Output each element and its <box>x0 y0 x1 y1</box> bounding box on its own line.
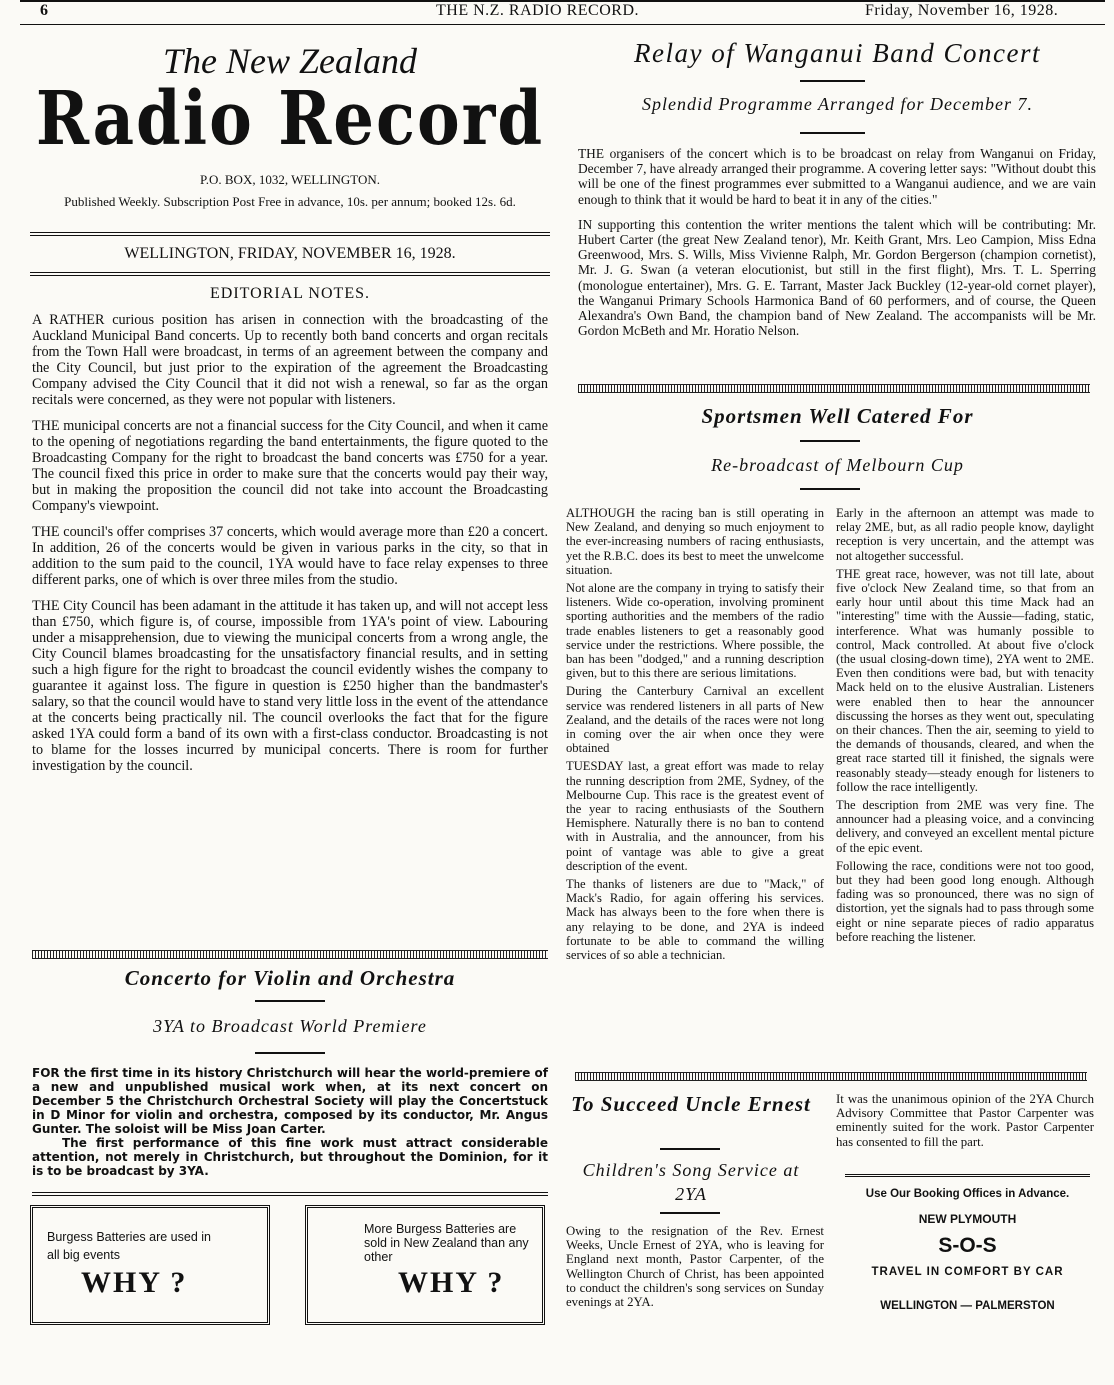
concerto-subtitle: 3YA to Broadcast World Premiere <box>153 1016 427 1036</box>
travel-line4: TRAVEL IN COMFORT BY CAR <box>871 1266 1064 1278</box>
wanganui-paragraph: IN supporting this contention the writer mentions the talent which will be contributing: Mr. Hubert Carter (the great New Zealand tenor), Mr. Keith Grant, Mrs. Leo Campion, Miss Edna Greenwood, Mrs. S. Wills, Miss Vivienne Ralph, Mr. Gordon Bergerson (champion cornetist), Mr. J. G. Swan (a veteran elocutionist, but still in the first flight), Mrs. T. L. Sperring (monologue entertainer), Mrs. G. E. Tarrant, Master Jack Buckley (12-year-old cornet player), the Wanganui Primary Schools Harmonica Band of 60 performers, and of course, the Queen Alexandra's Own Band, the champion band of New Zealand. The accompanists will be Mr. Gordon McBeth and Mr. Horatio Nelson. <box>578 216 1096 339</box>
wanganui-paragraph: THE organisers of the concert which is to be broadcast on relay from Wanganui on Friday, December 7, have already arranged their programme. A covering letter says: "Without doubt this will be one of the finest programmes ever submitted to a Wanganui audience, and we are vain enough to think that it would be hard to beat it in any of the cities." <box>578 146 1096 207</box>
page-number: 6 <box>40 2 49 19</box>
travel-line2: NEW PLYMOUTH <box>918 1212 1017 1226</box>
burgess-ad-left <box>30 1205 270 1325</box>
sportsmen-paragraph: The thanks of listeners are due to "Mack," of Mack's Radio, for again offering his services. Mack has always been to the fore when there is any relaying to be done, and 2YA is indeed fortunate to be able to command the willing services of so able a technician. <box>566 877 824 963</box>
dateline: WELLINGTON, FRIDAY, NOVEMBER 16, 1928. <box>124 245 456 262</box>
masthead-rule-bottom <box>30 272 550 276</box>
travel-line3: S-O-S <box>938 1234 997 1257</box>
concerto-title: Concerto for Violin and Orchestra <box>124 966 456 990</box>
sportsmen-paragraph: Following the race, conditions were not too good, but they had been good long enough. Although fading was so pronounced, there was no sign of distortion, yet the signals had to pass through some eight or nine separate pieces of radio apparatus before reaching the listener. <box>836 858 1094 944</box>
editorial-body <box>32 312 548 784</box>
sportsmen-paragraph: ALTHOUGH the racing ban is still operating in New Zealand, and denying so much enjoyment to the ever-increasing numbers of racing enthusiasts, yet the R.B.C. does its best to meet the unwelcome situation. <box>566 506 824 577</box>
sportsmen-column-2 <box>836 506 1094 948</box>
sportsmen-title: Sportsmen Well Catered For <box>701 404 974 428</box>
concerto-short-rule-2 <box>255 1052 325 1054</box>
travel-line1: Use Our Booking Offices in Advance. <box>865 1188 1070 1200</box>
travel-top-rule <box>845 1174 1090 1177</box>
concerto-short-rule <box>255 1000 325 1002</box>
wanganui-body <box>578 146 1096 348</box>
sportsmen-paragraph: The description from 2ME was very fine. The announcer had a pleasing voice, and a convincing delivery, and conveyed an excellent mental picture of the epic event. <box>836 798 1094 855</box>
editorial-paragraph: A RATHER curious position has arisen in connection with the broadcasting of the Auckland Municipal Band concerts. Up to recently both band concerts and organ recitals from the Town Hall were broadcast, in terms of an agreement between the company and the City Council, but just prior to the expiration of the agreement the Broadcasting Company advised the City Council that it did not wish a renewal, so far as the organ recitals were concerned, as they were not popular with listeners. <box>32 312 548 408</box>
concerto-paragraph: FOR the first time in its history Christchurch will hear the world-premiere of a new and unpublished musical work when, at its next concert on December 5 the Christchurch Orchestral Society will play the Concertstuck in D Minor for violin and orchestra, composed by its conductor, Mr. Angus Gunter. The soloist will be Miss Joan Carter. <box>32 1066 548 1136</box>
editorial-paragraph: THE council's offer comprises 37 concerts, which would average more than £20 a concert. In addition, 26 of the concerts would be given in various parks in the city, so that in addition to the sum paid to the council, 1YA would have to face relay expenses to three different parks, one of which is over three miles from the studio. <box>32 524 548 588</box>
travel-line5: WELLINGTON — PALMERSTON <box>880 1300 1055 1312</box>
sportsmen-paragraph: Early in the afternoon an attempt was made to relay 2ME, but, as all radio people know, daylight reception is very uncertain, and the attempt was not altogether successful. <box>836 506 1094 563</box>
burgess-ad-right-text: More Burgess Batteries are sold in New Zealand than any other <box>364 1222 529 1264</box>
sportsmen-column-1 <box>566 506 824 966</box>
sportsmen-short-rule-2 <box>800 488 860 490</box>
masthead-line1: The New Zealand <box>162 41 417 81</box>
uncle-column-2: It was the unanimous opinion of the 2YA Church Advisory Committee that Pastor Carpenter was eminently suited for the work. Pastor Carpenter has consented to fill the part. <box>836 1092 1094 1149</box>
concerto-paragraph: The first performance of this fine work must attract considerable attention, not merely in Christchurch, but throughout the Dominion, for it is to be broadcast by 3YA. <box>32 1136 548 1178</box>
masthead-subscription: Published Weekly. Subscription Post Free in advance, 10s. per annum; booked 12s. 6d. <box>64 194 516 209</box>
issue-date: Friday, November 16, 1928. <box>865 2 1059 19</box>
uncle-divider <box>575 1072 1087 1081</box>
editorial-paragraph: THE municipal concerts are not a financial success for the City Council, and when it came to the opening of negotiations regarding the band entertainments, the figure quoted to the Broadcasting Company for the right to broadcast the band concerts was £750 for a year. The council fixed this price in order to make sure that the concerts would pay their way, but in making the proposition the council did not take into account the Broadcasting Company's viewpoint. <box>32 418 548 514</box>
sportsmen-short-rule <box>800 440 860 442</box>
masthead-rule-top <box>30 232 550 236</box>
uncle-short-rule-2 <box>660 1212 720 1214</box>
sportsmen-paragraph: During the Canterbury Carnival an excellent service was rendered listeners in all parts of New Zealand, and the details of the races were not long in coming over the air when once they were obtained <box>566 684 824 756</box>
publication-name: THE N.Z. RADIO RECORD. <box>436 2 639 19</box>
sportsmen-paragraph: THE great race, however, was not till late, about five o'clock New Zealand time, so that from an early hour until about this time Mack had an "interesting" time with the Aussie—fading, static, interference. What was humanly possible to control, Mack controlled. At about five o'clock (the usual closing-down time), 2YA went to 2ME. Even then conditions were bad, but with tenacity Mack held on to the elusive Australian. Listeners were enabled then to hear the announcer discussing the horses as they went out, speculating on their chances. Then the air, seeming to yield to the demands of thousands, cleared, and when the great race started till it finished, the signals were reasonably steady—steady enough for listeners to follow the race intelligently. <box>836 566 1094 794</box>
burgess-ad-right <box>305 1205 545 1325</box>
wanganui-title: Relay of Wanganui Band Concert <box>634 38 1041 68</box>
uncle-short-rule <box>660 1148 720 1150</box>
sportsmen-subtitle: Re-broadcast of Melbourn Cup <box>711 455 964 475</box>
sportsmen-divider <box>578 384 1090 393</box>
header-bottom-rule <box>20 24 1105 25</box>
burgess-ad-left-why: WHY ? <box>81 1266 188 1299</box>
uncle-title: To Succeed Uncle Ernest <box>571 1092 811 1116</box>
wanganui-subtitle: Splendid Programme Arranged for December 7. <box>642 94 1033 114</box>
wanganui-short-rule <box>800 80 865 82</box>
masthead-address: P.O. BOX, 1032, WELLINGTON. <box>199 172 381 187</box>
editorial-title: EDITORIAL NOTES. <box>210 285 370 302</box>
wanganui-short-rule-2 <box>800 132 865 134</box>
ads-top-rule <box>32 1192 548 1196</box>
sportsmen-paragraph: TUESDAY last, a great effort was made to relay the running description from 2ME, Sydney, of the Melbourne Cup. This race is the greatest event of the year to racing enthusiasts of the Southern Hemisphere. Naturally there is no ban to contend with in Australia, and the announcer, from his point of vantage was able to give a great description of the event. <box>566 759 824 873</box>
uncle-column-1: Owing to the resignation of the Rev. Ernest Weeks, Uncle Ernest of 2YA, who is leaving for England next month, Pastor Carpenter, of the Wellington Church of Christ, has been appointed to conduct the children's song services on Sunday evenings at 2YA. <box>566 1224 824 1310</box>
concerto-body <box>32 1066 548 1178</box>
editorial-paragraph: THE City Council has been adamant in the attitude it has taken up, and will not accept less than £750, which figure is, of course, impossible from 1YA's point of view. Labouring under a misapprehension, due to viewing the municipal concerts from a wrong angle, the City Council blames broadcasting for the unsatisfactory financial results, and in setting such a high figure for the right to broadcast the council evidently wishes the company to guarantee it against loss. The figure in question is £250 higher than the bandmaster's salary, so that the council would have to stand very little loss in the event of the attendance at the concerts being practically nil. The council overlooks the fact that for the figure asked 1YA could form a band of its own with a first-class conductor. Broadcasting is not to blame for the losses incurred by municipal concerts. There is room for further investigation by the council. <box>32 598 548 774</box>
sportsmen-paragraph: Not alone are the company in trying to satisfy their listeners. Wide co-operation, involving prominent sporting authorities and the members of the radio trade enables listeners to get a reasonably good service under the restrictions. Where possible, the ban has been "dodged," and a running description given, but to this there are serious limitations. <box>566 581 824 681</box>
uncle-subtitle: Children's Song Service at 2YA <box>582 1160 800 1204</box>
burgess-ad-left-text: Burgess Batteries are used in all big events <box>47 1230 211 1262</box>
concerto-divider <box>32 950 548 959</box>
burgess-ad-right-why: WHY ? <box>398 1266 505 1299</box>
masthead-title: Radio Record <box>35 76 545 163</box>
